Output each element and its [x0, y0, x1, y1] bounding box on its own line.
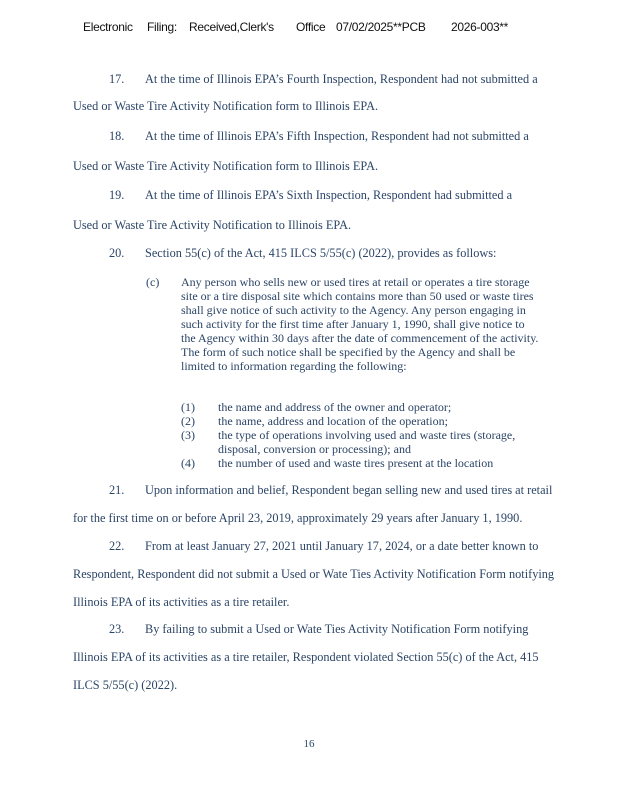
filing-header	[83, 20, 508, 34]
paragraph-line: Upon information and belief, Respondent began selling new and used tires at retail	[145, 483, 553, 497]
paragraph-number: 17.	[109, 72, 125, 86]
statute-item-number: (1)	[181, 400, 195, 414]
statute-item-text: the type of operations involving used and waste tires (storage, disposal, conversion or processing); and	[218, 428, 516, 456]
paragraph-23	[73, 622, 568, 694]
paragraph-line: Used or Waste Tire Activity Notification form to Illinois EPA.	[73, 159, 379, 173]
header-office: Office	[296, 20, 326, 34]
paragraph-19	[73, 188, 568, 232]
statute-list-item	[181, 428, 551, 456]
paragraph-line: By failing to submit a Used or Wate Ties Activity Notification Form notifying	[145, 622, 529, 636]
statute-quote	[146, 275, 546, 390]
header-date: 07/02/2025**PCB	[336, 20, 426, 34]
statute-text: Any person who sells new or used tires at retail or operates a tire storage site or a tire disposal site which contains more than 50 used or waste tires shall give notice of such activity to the Agency. Any person engaging in such activity for the first time after January 1, 1990, shall give notice to the Agency within 30 days after the date of commencement of the activity. The form of such notice shall be specified by the Agency and shall be limited to information regarding the following:	[181, 275, 539, 373]
paragraph-line: Illinois EPA of its activities as a tire retailer, Respondent violated Section 55(c) of the Act, 415	[73, 650, 539, 664]
paragraph-line: At the time of Illinois EPA’s Sixth Inspection, Respondent had submitted a	[145, 188, 513, 202]
paragraph-line: At the time of Illinois EPA’s Fifth Inspection, Respondent had not submitted a	[145, 129, 529, 143]
page-number: 16	[303, 738, 315, 750]
statute-subsection-label: (c)	[146, 275, 160, 289]
paragraph-18	[73, 129, 568, 173]
statute-item-number: (3)	[181, 428, 195, 442]
paragraph-line: Section 55(c) of the Act, 415 ILCS 5/55(c) (2022), provides as follows:	[145, 246, 497, 260]
paragraph-20	[73, 246, 568, 262]
statute-item-text: the number of used and waste tires present at the location	[218, 456, 494, 470]
header-electronic: Electronic	[83, 20, 133, 34]
statute-item-text: the name, address and location of the operation;	[218, 414, 448, 428]
header-received: Received,Clerk's	[189, 20, 274, 34]
paragraph-22	[73, 539, 568, 611]
paragraph-number: 23.	[109, 622, 125, 636]
paragraph-21	[73, 483, 568, 527]
paragraph-number: 20.	[109, 246, 125, 260]
statute-list-item	[181, 414, 551, 428]
paragraph-number: 19.	[109, 188, 125, 202]
statute-list-item	[181, 456, 551, 470]
paragraph-line: From at least January 27, 2021 until January 17, 2024, or a date better known to	[145, 539, 539, 553]
paragraph-line: Respondent, Respondent did not submit a Used or Wate Ties Activity Notification Form notifying	[73, 567, 555, 581]
statute-list	[181, 400, 551, 470]
statute-item-number: (4)	[181, 456, 195, 470]
statute-list-item	[181, 400, 551, 414]
paragraph-line: Used or Waste Tire Activity Notification form to Illinois EPA.	[73, 99, 379, 113]
paragraph-number: 18.	[109, 129, 125, 143]
paragraph-line: ILCS 5/55(c) (2022).	[73, 678, 178, 692]
header-filing: Filing:	[147, 20, 177, 34]
statute-item-number: (2)	[181, 414, 195, 428]
paragraph-line: for the first time on or before April 23, 2019, approximately 29 years after January 1, 1990.	[73, 511, 523, 525]
statute-item-text: the name and address of the owner and operator;	[218, 400, 452, 414]
paragraph-line: Used or Waste Tire Activity Notification to Illinois EPA.	[73, 218, 352, 232]
header-docket: 2026-003**	[451, 20, 509, 34]
paragraph-number: 21.	[109, 483, 125, 497]
paragraph-line: At the time of Illinois EPA’s Fourth Inspection, Respondent had not submitted a	[145, 72, 538, 86]
paragraph-number: 22.	[109, 539, 125, 553]
paragraph-17	[73, 72, 568, 112]
paragraph-line: Illinois EPA of its activities as a tire retailer.	[73, 595, 290, 609]
